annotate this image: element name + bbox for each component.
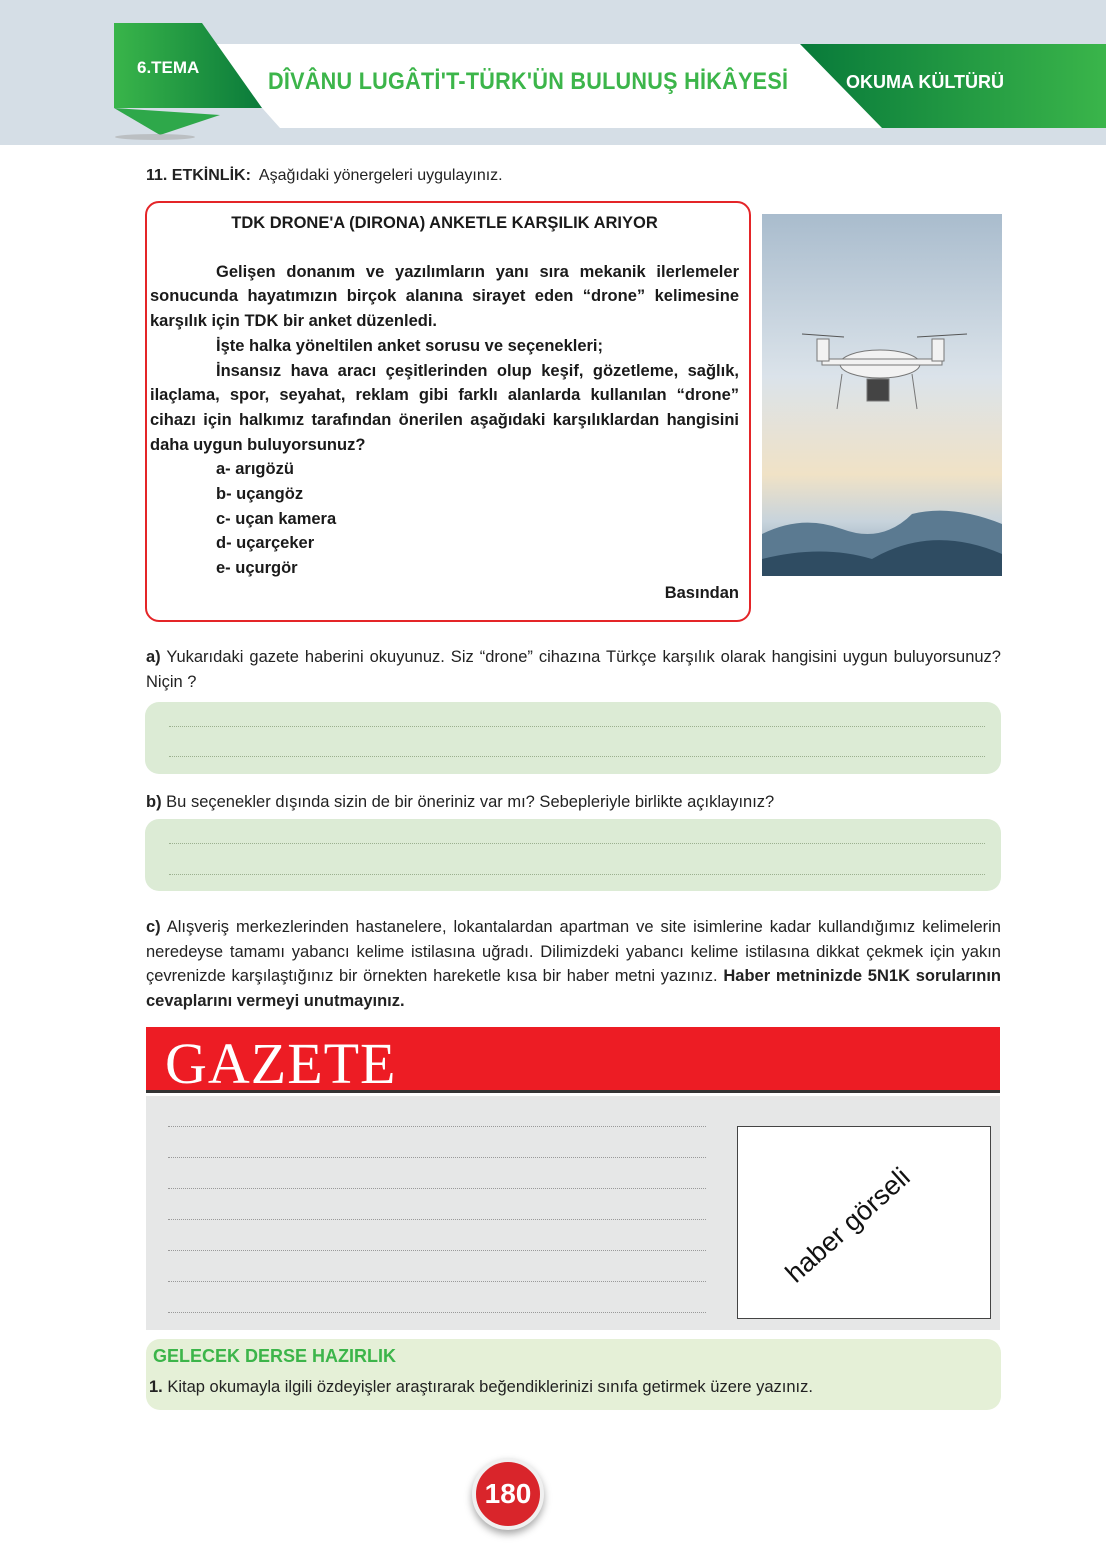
- item-text: Kitap okumayla ilgili özdeyişler araştırarak beğendiklerinizi sınıfa getirmek üzere yazınız.: [167, 1378, 813, 1396]
- theme-label: 6.TEMA: [137, 58, 200, 77]
- question-c-reminder: Haber metninizde 5N1K sorularının cevaplarını vermeyi unutmayınız.: [146, 967, 1001, 1010]
- next-lesson-item: [149, 1378, 813, 1397]
- activity-label: 11. ETKİNLİK:: [146, 167, 251, 184]
- survey-option: a- arıgözü: [216, 460, 294, 479]
- activity-instruction: Aşağıdaki yönergeleri uygulayınız.: [258, 167, 503, 184]
- page-number: 180: [472, 1458, 544, 1530]
- news-source: Basından: [664, 583, 739, 602]
- gazete-title: GAZETE: [165, 1031, 397, 1096]
- question-c-label: c): [146, 918, 161, 936]
- news-headline: TDK DRONE'A (DIRONA) ANKETLE KARŞILIK ARIYOR: [231, 214, 658, 232]
- image-placeholder-label: haber görseli: [779, 1161, 916, 1289]
- question-b-label: b): [146, 793, 162, 811]
- question-b-text: Bu seçenekler dışında sizin de bir öneriniz var mı? Sebepleriyle birlikte açıklayınız?: [166, 793, 775, 811]
- drone-photo: [762, 214, 1002, 576]
- survey-option: e- uçurgör: [216, 559, 298, 578]
- survey-option: d- uçarçeker: [216, 534, 315, 553]
- question-b: [146, 790, 1001, 815]
- news-paragraph: İşte halka yöneltilen anket sorusu ve seçenekleri;: [216, 336, 604, 355]
- news-paragraph: İnsansız hava aracı çeşitlerinden olup keşif, gözetleme, sağlık, ilaçlama, spor, seyahat, reklam gibi farklı alanlarda kullanılan “drone” cihazı için halkımız tarafından önerilen aşağıdaki karşılıklardan hangisini daha uygun buluyorsunuz?: [150, 361, 739, 454]
- question-a-label: a): [146, 648, 161, 666]
- next-lesson-title: GELECEK DERSE HAZIRLIK: [153, 1346, 397, 1366]
- activity-heading: [146, 167, 503, 185]
- survey-option: c- uçan kamera: [216, 509, 337, 528]
- question-a: [146, 645, 1001, 694]
- question-c: [146, 915, 1001, 1013]
- unit-title: DÎVÂNU LUGÂTİ'T-TÜRK'ÜN BULUNUŞ HİKÂYESİ: [268, 68, 789, 95]
- survey-option: b- uçangöz: [216, 485, 304, 504]
- section-label: OKUMA KÜLTÜRÜ: [846, 72, 1004, 92]
- item-number: 1.: [149, 1378, 163, 1396]
- question-a-text: Yukarıdaki gazete haberini okuyunuz. Siz “drone” cihazına Türkçe karşılık olarak hangisini uygun buluyorsunuz? Niçin ?: [146, 648, 1001, 691]
- news-paragraph: Gelişen donanım ve yazılımların yanı sıra mekanik ilerlemeler sonucunda hayatımızın birçok alanına sirayet eden “drone” kelimesine karşılık için TDK bir anket düzenledi.: [150, 262, 739, 331]
- answer-a-area[interactable]: [145, 702, 1001, 774]
- question-c-text: Alışveriş merkezlerinden hastanelere, lokantalardan apartman ve site isimlerine kadar kullandığımız kelimelerin neredeyse tamamı yabancı kelime istilasına uğradı. Dilimizdeki yabancı kelime istilasına dikkat çekmek için yakın çevrenizde karşılaştığınız bir örnekten hareketle kısa bir haber metni yazınız.: [146, 918, 1001, 985]
- news-box: [145, 201, 751, 622]
- answer-b-area[interactable]: [145, 819, 1001, 891]
